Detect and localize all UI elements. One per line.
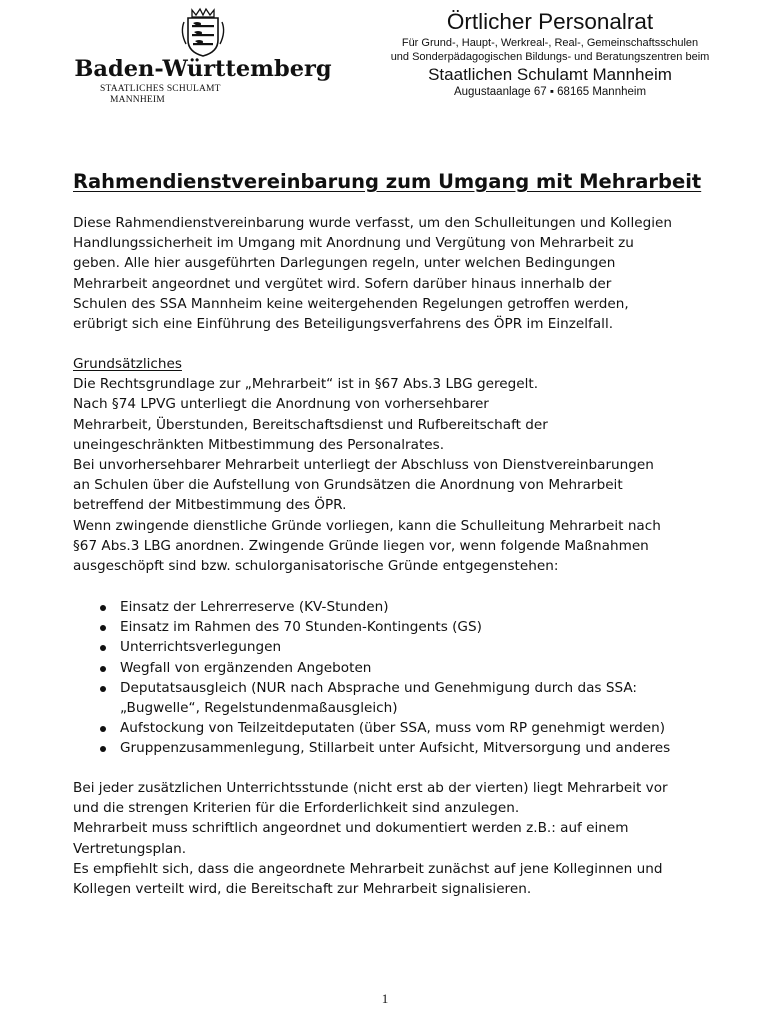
council-subtitle-line: Für Grund-, Haupt-, Werkreal-, Real-, Gemeinschaftsschulen: [401, 37, 699, 49]
principles-section: [73, 354, 713, 576]
authority-name: [100, 84, 221, 106]
bullet-icon: [100, 605, 106, 611]
office-name: Staatlichen Schulamt Mannheim: [428, 65, 672, 84]
list-item: Deputatsausgleich (NUR nach Absprache und Genehmigung durch das SSA: „Bugwelle“, Regelstundenmaßausgleich): [73, 678, 713, 718]
page-number: 1: [381, 991, 389, 1006]
state-name: Baden-Württemberg: [74, 56, 332, 82]
authority-line: MANNHEIM: [110, 95, 165, 105]
council-letterhead: [360, 8, 740, 99]
list-item: Einsatz der Lehrerreserve (KV-Stunden): [73, 597, 713, 617]
text-line: Wenn zwingende dienstliche Gründe vorliegen, kann die Schulleitung Mehrarbeit nach: [73, 517, 661, 534]
authority-line: STAATLICHES SCHULAMT: [100, 84, 221, 94]
text-line: Kollegen verteilt wird, die Bereitschaft zur Mehrarbeit signalisieren.: [73, 881, 532, 898]
text-line: Bei unvorhersehbarer Mehrarbeit unterliegt der Abschluss von Dienstvereinbarungen: [73, 457, 654, 474]
bullet-icon: [100, 625, 106, 631]
bullet-icon: [100, 666, 106, 672]
bullet-icon: [100, 726, 106, 732]
text-line: Bei jeder zusätzlichen Unterrichtsstunde (nicht erst ab der vierten) liegt Mehrarbeit vor: [73, 780, 668, 796]
bullet-icon: [100, 645, 106, 651]
text-line: betreffend der Mitbestimmung des ÖPR.: [73, 497, 347, 514]
text-line: Diese Rahmendienstvereinbarung wurde verfasst, um den Schulleitungen und Kollegien: [73, 215, 672, 231]
office-address: Augustaanlage 67 ▪ 68165 Mannheim: [453, 86, 647, 98]
list-item: Gruppenzusammenlegung, Stillarbeit unter Aufsicht, Mitversorgung und anderes: [73, 738, 713, 758]
text-line: und die strengen Kriterien für die Erforderlichkeit sind anzulegen.: [73, 800, 520, 817]
text-line: Vertretungsplan.: [73, 840, 187, 857]
list-item: Aufstockung von Teilzeitdeputaten (über SSA, muss vom RP genehmigt werden): [73, 718, 713, 738]
text-line: erübrigt sich eine Einführung des Beteiligungsverfahrens des ÖPR im Einzelfall.: [73, 316, 614, 333]
text-line: Nach §74 LPVG unterliegt die Anordnung von vorhersehbarer: [73, 396, 489, 413]
text-line: geben. Alle hier ausgeführten Darlegungen regeln, unter welchen Bedingungen: [73, 255, 616, 272]
section-heading: Grundsätzliches: [73, 356, 182, 372]
text-line: §67 Abs.3 LBG anordnen. Zwingende Gründe liegen vor, wenn folgende Maßnahmen: [73, 537, 649, 554]
council-title: Örtlicher Personalrat: [446, 9, 654, 34]
text-line: Schulen des SSA Mannheim keine weitergehenden Regelungen getroffen werden,: [73, 295, 629, 312]
document-title: Rahmendienstvereinbarung zum Umgang mit Mehrarbeit: [73, 170, 702, 193]
list-item: Einsatz im Rahmen des 70 Stunden-Kontingents (GS): [73, 617, 713, 637]
text-line: Es empfiehlt sich, dass die angeordnete Mehrarbeit zunächst auf jene Kolleginnen und: [73, 860, 663, 877]
text-line: an Schulen über die Aufstellung von Grundsätzen die Anordnung von Mehrarbeit: [73, 477, 623, 494]
text-line: Die Rechtsgrundlage zur „Mehrarbeit“ ist in §67 Abs.3 LBG geregelt.: [73, 376, 539, 393]
text-line: Handlungssicherheit im Umgang mit Anordnung und Vergütung von Mehrarbeit zu: [73, 235, 634, 252]
closing-paragraph: [73, 778, 713, 899]
bullet-icon: [100, 686, 106, 692]
coat-of-arms-icon: [178, 6, 228, 58]
bullet-icon: [100, 746, 106, 752]
intro-paragraph: [73, 213, 713, 334]
measures-list: [73, 597, 713, 759]
text-line: ausgeschöpft sind bzw. schulorganisatorische Gründe entgegenstehen:: [73, 558, 559, 575]
text-line: Mehrarbeit muss schriftlich angeordnet und dokumentiert werden z.B.: auf einem: [73, 820, 629, 837]
text-line: uneingeschränkten Mitbestimmung des Personalrates.: [73, 436, 445, 453]
list-item: Wegfall von ergänzenden Angeboten: [73, 658, 713, 678]
text-line: Mehrarbeit angeordnet und vergütet wird. Sofern darüber hinaus innerhalb der: [73, 275, 612, 292]
list-item: Unterrichtsverlegungen: [73, 637, 713, 657]
text-line: Mehrarbeit, Überstunden, Bereitschaftsdienst und Rufbereitschaft der: [73, 416, 548, 433]
council-subtitle-line: und Sonderpädagogischen Bildungs- und Beratungszentren beim: [390, 51, 710, 63]
